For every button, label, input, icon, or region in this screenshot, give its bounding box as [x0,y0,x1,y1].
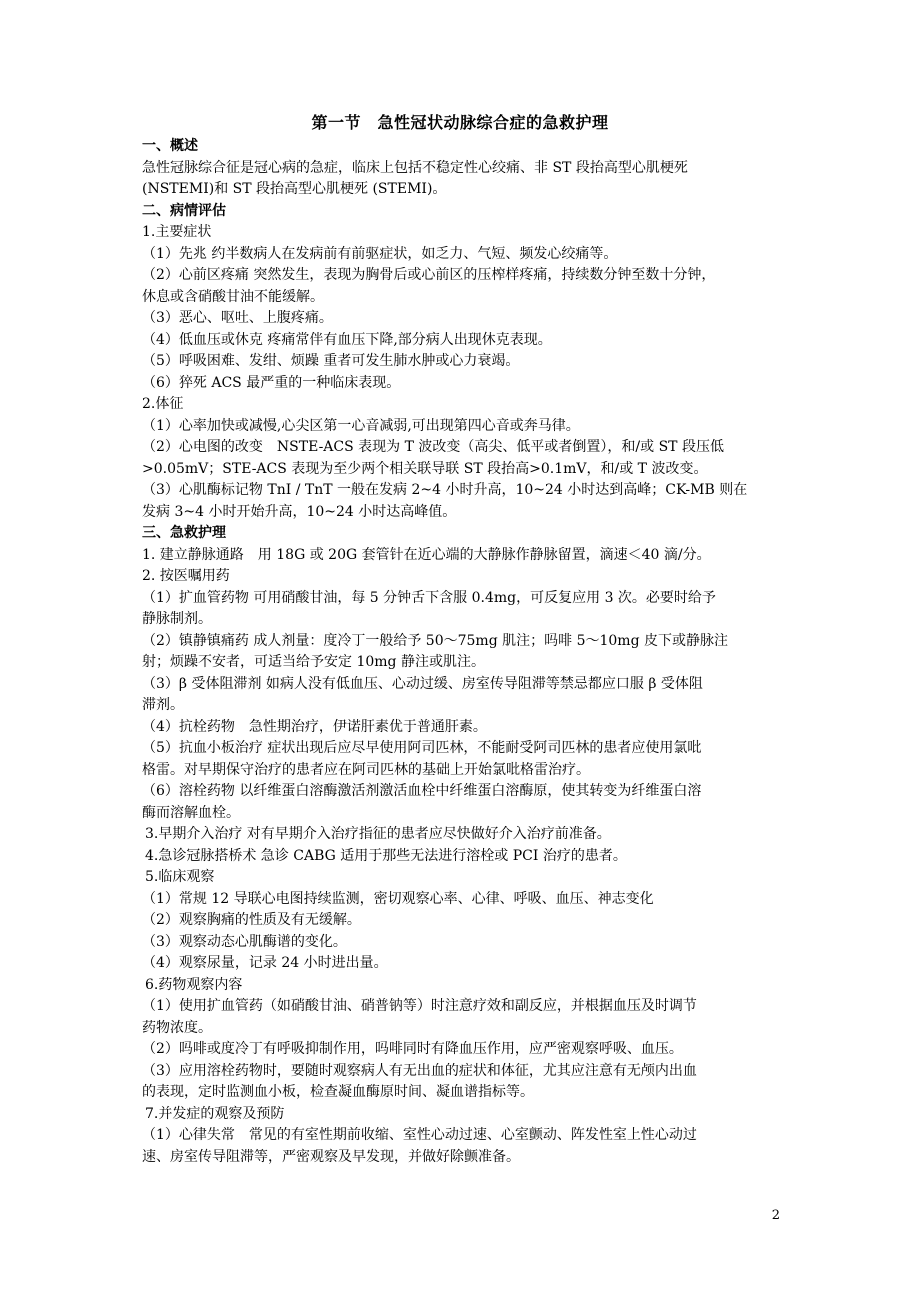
text-line: 6.药物观察内容 [145,976,243,993]
text-line: 静脉制剂。 [142,611,212,627]
text-line: （5）呼吸困难、发绀、烦躁 重者可发生肺水肿或心力衰竭。 [142,353,520,369]
text-line: （2）镇静镇痛药 成人剂量：度冷丁一般给予 50～75mg 肌注；吗啡 5～10mg 皮下或静脉注 [142,632,728,649]
section-heading: 二、病情评估 [142,202,226,219]
text-line: （6）猝死 ACS 最严重的一种临床表现。 [142,374,401,391]
text-line: 7.并发症的观察及预防 [145,1105,285,1122]
text-line: （1）使用扩血管药（如硝酸甘油、硝普钠等）时注意疗效和副反应，并根据血压及时调节 [142,998,697,1014]
text-line: 1. 建立静脉通路 用 18G 或 20G 套管针在近心端的大静脉作静脉留置，滴速＜40 滴/分。 [142,546,711,563]
text-line: 酶而溶解血栓。 [142,804,240,821]
text-line: （5）抗血小板治疗 症状出现后应尽早使用阿司匹林，不能耐受阿司匹林的患者应使用氯吡 [142,740,702,756]
text-line: 急性冠脉综合征是冠心病的急症，临床上包括不稳定性心绞痛、非 ST 段抬高型心肌梗死 [142,159,688,176]
text-line: （3）恶心、呕吐、上腹疼痛。 [142,310,333,326]
text-line: 药物浓度。 [142,1019,212,1036]
text-line: 滞剂。 [142,697,184,713]
text-line: （4）观察尿量，记录 24 小时进出量。 [142,955,388,971]
text-line: （2）心前区疼痛 突然发生，表现为胸骨后或心前区的压榨样疼痛，持续数分钟至数十分钟， [142,267,716,283]
text-line: 4.急诊冠脉搭桥术 急诊 CABG 适用于那些无法进行溶栓或 PCI 治疗的患者。 [145,847,627,864]
text-line: 2.体征 [142,396,184,412]
text-line: （3）应用溶栓药物时，要随时观察病人有无出血的症状和体征，尤其应注意有无颅内出血 [142,1062,697,1079]
text-line: （2）观察胸痛的性质及有无缓解。 [142,912,361,928]
text-line: 休息或含硝酸甘油不能缓解。 [142,288,324,305]
text-line: 5.临床观察 [145,869,215,885]
text-line: （1）常规 12 导联心电图持续监测，密切观察心率、心律、呼吸、血压、神志变化 [142,890,654,907]
text-line: （3）心肌酶标记物 TnI / TnT 一般在发病 2~4 小时升高，10~24 小时达到高峰；CK-MB 则在 [142,482,748,498]
text-line: 发病 3~4 小时开始升高，10~24 小时达高峰值。 [142,503,457,520]
text-line: （1）扩血管药物 可用硝酸甘油，每 5 分钟舌下含服 0.4mg，可反复应用 3 次。必要时给予 [142,589,716,606]
text-line: （2）吗啡或度冷丁有呼吸抑制作用，吗啡同时有降血压作用，应严密观察呼吸、血压。 [142,1041,683,1057]
text-line: （4）抗栓药物 急性期治疗，伊诺肝素优于普通肝素。 [142,718,487,735]
text-line: 3.早期介入治疗 对有早期介入治疗指征的患者应尽快做好介入治疗前准备。 [145,826,611,842]
text-line: 射；烦躁不安者，可适当给予安定 10mg 静注或肌注。 [142,654,485,670]
text-line: （1）心律失常 常见的有室性期前收缩、室性心动过速、心室颤动、阵发性室上性心动过 [142,1127,697,1143]
text-line: 2. 按医嘱用药 [142,568,230,584]
text-line: （3）观察动态心肌酶谱的变化。 [142,933,347,950]
text-line: （6）溶栓药物 以纤维蛋白溶酶激活剂激活血栓中纤维蛋白溶酶原，使其转变为纤维蛋白溶 [142,783,702,799]
document-body [142,136,784,1168]
section-heading: 三、急救护理 [142,525,226,541]
text-line: （3）β 受体阻滞剂 如病人没有低血压、心动过缓、房室传导阻滞等禁忌都应口服 β 受体阻 [142,675,703,692]
text-line: >0.05mV；STE-ACS 表现为至少两个相关联导联 ST 段抬高>0.1mV，和/或 T 波改变。 [142,460,708,477]
text-line: （2）心电图的改变 NSTE-ACS 表现为 T 波改变（高尖、低平或者倒置），和/或 ST 段压低 [142,439,724,455]
section-heading: 一、概述 [142,138,198,154]
text-line: 1.主要症状 [142,224,212,240]
text-line: （1）先兆 约半数病人在发病前有前驱症状，如乏力、气短、频发心绞痛等。 [142,245,618,262]
text-line: 速、房室传导阻滞等，严密观察及早发现，并做好除颤准备。 [142,1148,520,1165]
text-line: (NSTEMI)和 ST 段抬高型心肌梗死 (STEMI)。 [142,181,447,197]
text-line: 格雷。对早期保守治疗的患者应在阿司匹林的基础上开始氯吡格雷治疗。 [142,761,590,778]
text-line: （4）低血压或休克 疼痛常伴有血压下降,部分病人出现休克表现。 [142,331,552,348]
section-title: 第一节 急性冠状动脉综合症的急救护理 [311,113,609,132]
page-number: 2 [771,1208,780,1223]
text-line: （1）心率加快或减慢,心尖区第一心音减弱,可出现第四心音或奔马律。 [142,417,580,434]
text-line: 的表现，定时监测血小板，检查凝血酶原时间、凝血谱指标等。 [142,1084,534,1100]
